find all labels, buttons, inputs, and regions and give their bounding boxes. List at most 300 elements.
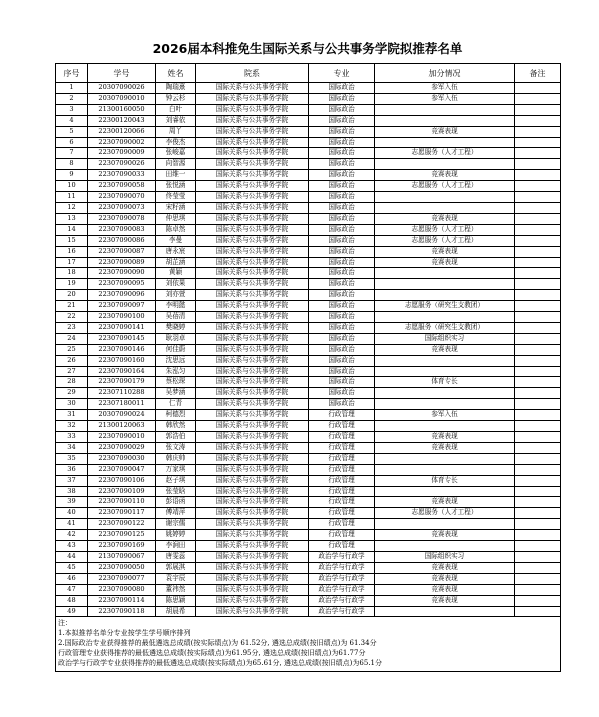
bonus-cell: 竞赛表现 xyxy=(375,573,515,584)
college-cell: 国际关系与公共事务学院 xyxy=(196,159,309,170)
remark-cell xyxy=(515,399,561,410)
major-cell: 国际政治 xyxy=(309,126,375,137)
table-row xyxy=(56,399,561,410)
remark-cell xyxy=(515,541,561,552)
major-cell: 国际政治 xyxy=(309,181,375,192)
college-cell: 国际关系与公共事务学院 xyxy=(196,453,309,464)
college-cell: 国际关系与公共事务学院 xyxy=(196,464,309,475)
table-row xyxy=(56,377,561,388)
table-row xyxy=(56,137,561,148)
name-cell: 耿羽卓 xyxy=(156,333,196,344)
college-cell: 国际关系与公共事务学院 xyxy=(196,224,309,235)
seq-cell: 39 xyxy=(56,497,88,508)
table-row xyxy=(56,573,561,584)
candidate-table xyxy=(55,63,561,672)
bonus-cell: 国际组织实习 xyxy=(375,551,515,562)
bonus-cell: 竞赛表现 xyxy=(375,562,515,573)
remark-cell xyxy=(515,551,561,562)
student-id-cell: 22300120066 xyxy=(88,126,156,137)
major-cell: 国际政治 xyxy=(309,159,375,170)
remark-cell xyxy=(515,301,561,312)
major-cell: 行政管理 xyxy=(309,442,375,453)
remark-cell xyxy=(515,453,561,464)
name-cell: 傅靖萍 xyxy=(156,508,196,519)
name-cell: 董祎然 xyxy=(156,584,196,595)
seq-cell: 23 xyxy=(56,322,88,333)
college-cell: 国际关系与公共事务学院 xyxy=(196,432,309,443)
major-cell: 国际政治 xyxy=(309,192,375,203)
major-cell: 国际政治 xyxy=(309,290,375,301)
college-cell: 国际关系与公共事务学院 xyxy=(196,192,309,203)
remark-cell xyxy=(515,246,561,257)
table-row xyxy=(56,344,561,355)
table-row xyxy=(56,104,561,115)
remark-cell xyxy=(515,519,561,530)
college-cell: 国际关系与公共事务学院 xyxy=(196,279,309,290)
table-row xyxy=(56,584,561,595)
college-cell: 国际关系与公共事务学院 xyxy=(196,83,309,94)
college-cell: 国际关系与公共事务学院 xyxy=(196,170,309,181)
seq-cell: 11 xyxy=(56,192,88,203)
table-row xyxy=(56,519,561,530)
bonus-cell xyxy=(375,290,515,301)
bonus-cell: 竞赛表现 xyxy=(375,442,515,453)
major-cell: 行政管理 xyxy=(309,508,375,519)
table-row xyxy=(56,453,561,464)
table-row xyxy=(56,181,561,192)
table-row xyxy=(56,279,561,290)
name-cell: 郭浩伯 xyxy=(156,432,196,443)
remark-cell xyxy=(515,202,561,213)
major-cell: 行政管理 xyxy=(309,432,375,443)
student-id-cell: 22307090090 xyxy=(88,268,156,279)
major-cell: 国际政治 xyxy=(309,93,375,104)
name-cell: 朱泓匀 xyxy=(156,366,196,377)
table-row xyxy=(56,301,561,312)
table-row xyxy=(56,595,561,606)
remark-cell xyxy=(515,344,561,355)
name-cell: 仲思琪 xyxy=(156,213,196,224)
name-cell: 胡芷涵 xyxy=(156,257,196,268)
name-cell: 李明懿 xyxy=(156,301,196,312)
major-cell: 国际政治 xyxy=(309,333,375,344)
seq-cell: 29 xyxy=(56,388,88,399)
major-cell: 国际政治 xyxy=(309,344,375,355)
major-cell: 国际政治 xyxy=(309,202,375,213)
major-cell: 政治学与行政学 xyxy=(309,551,375,562)
student-id-cell: 22307090146 xyxy=(88,344,156,355)
bonus-cell xyxy=(375,279,515,290)
college-cell: 国际关系与公共事务学院 xyxy=(196,486,309,497)
student-id-cell: 21307090067 xyxy=(88,551,156,562)
seq-cell: 49 xyxy=(56,606,88,617)
remark-cell xyxy=(515,432,561,443)
name-cell: 沈思远 xyxy=(156,355,196,366)
note-2: 2.国际政治专业获得推荐的最低遴选总成绩(按实际绩点)为 61.52分, 遴选总成绩(按旧绩点)为 61.34分 xyxy=(58,639,377,648)
student-id-cell: 22307090077 xyxy=(88,573,156,584)
major-cell: 政治学与行政学 xyxy=(309,573,375,584)
table-row xyxy=(56,366,561,377)
student-id-cell: 22307090029 xyxy=(88,442,156,453)
bonus-cell: 国际组织实习 xyxy=(375,333,515,344)
remark-cell xyxy=(515,268,561,279)
college-cell: 国际关系与公共事务学院 xyxy=(196,421,309,432)
note-4: 政治学与行政学专业获得推荐的最低遴选总成绩(按实际绩点)为65.61分, 遴选总成绩(按旧绩点)为65.1分 xyxy=(58,659,382,668)
student-id-cell: 22307090097 xyxy=(88,301,156,312)
table-row xyxy=(56,83,561,94)
major-cell: 国际政治 xyxy=(309,246,375,257)
table-row xyxy=(56,562,561,573)
name-cell: 万家琪 xyxy=(156,464,196,475)
seq-cell: 46 xyxy=(56,573,88,584)
notes-cell xyxy=(56,617,561,672)
table-row xyxy=(56,312,561,323)
student-id-cell: 22307090070 xyxy=(88,192,156,203)
name-cell: 陶瑞熹 xyxy=(156,83,196,94)
seq-cell: 35 xyxy=(56,453,88,464)
major-cell: 政治学与行政学 xyxy=(309,584,375,595)
student-id-cell: 22307090114 xyxy=(88,595,156,606)
bonus-cell xyxy=(375,464,515,475)
student-id-cell: 22307090118 xyxy=(88,606,156,617)
seq-cell: 13 xyxy=(56,213,88,224)
table-row xyxy=(56,464,561,475)
student-id-cell: 22307090125 xyxy=(88,530,156,541)
bonus-cell: 竞赛表现 xyxy=(375,432,515,443)
table-row xyxy=(56,421,561,432)
bonus-cell xyxy=(375,159,515,170)
college-cell: 国际关系与公共事务学院 xyxy=(196,377,309,388)
seq-cell: 2 xyxy=(56,93,88,104)
remark-cell xyxy=(515,410,561,421)
name-cell: 韩欣然 xyxy=(156,421,196,432)
major-cell: 政治学与行政学 xyxy=(309,606,375,617)
table-row xyxy=(56,170,561,181)
name-cell: 樊晓婷 xyxy=(156,322,196,333)
student-id-cell: 22307110288 xyxy=(88,388,156,399)
student-id-cell: 22307090030 xyxy=(88,453,156,464)
seq-cell: 17 xyxy=(56,257,88,268)
major-cell: 国际政治 xyxy=(309,148,375,159)
seq-cell: 27 xyxy=(56,366,88,377)
table-row xyxy=(56,355,561,366)
college-cell: 国际关系与公共事务学院 xyxy=(196,497,309,508)
name-cell: 佟莹莹 xyxy=(156,192,196,203)
remark-cell xyxy=(515,235,561,246)
name-cell: 刘亦萱 xyxy=(156,290,196,301)
table-row xyxy=(56,290,561,301)
remark-cell xyxy=(515,224,561,235)
major-cell: 国际政治 xyxy=(309,366,375,377)
remark-cell xyxy=(515,148,561,159)
seq-cell: 26 xyxy=(56,355,88,366)
student-id-cell: 22307090089 xyxy=(88,257,156,268)
table-row xyxy=(56,410,561,421)
name-cell: 李涧田 xyxy=(156,541,196,552)
major-cell: 国际政治 xyxy=(309,268,375,279)
remark-cell xyxy=(515,159,561,170)
remark-cell xyxy=(515,115,561,126)
seq-cell: 33 xyxy=(56,432,88,443)
name-cell: 何佳蔚 xyxy=(156,344,196,355)
name-cell: 唐雯蕊 xyxy=(156,551,196,562)
student-id-cell: 20307090010 xyxy=(88,93,156,104)
remark-cell xyxy=(515,355,561,366)
college-cell: 国际关系与公共事务学院 xyxy=(196,508,309,519)
seq-cell: 22 xyxy=(56,312,88,323)
table-row xyxy=(56,333,561,344)
college-cell: 国际关系与公共事务学院 xyxy=(196,410,309,421)
remark-cell xyxy=(515,290,561,301)
bonus-cell xyxy=(375,606,515,617)
college-cell: 国际关系与公共事务学院 xyxy=(196,257,309,268)
seq-cell: 40 xyxy=(56,508,88,519)
major-cell: 国际政治 xyxy=(309,224,375,235)
name-cell: 吴梦涵 xyxy=(156,388,196,399)
major-cell: 国际政治 xyxy=(309,322,375,333)
college-cell: 国际关系与公共事务学院 xyxy=(196,388,309,399)
name-cell: 仁青 xyxy=(156,399,196,410)
bonus-cell: 竞赛表现 xyxy=(375,497,515,508)
major-cell: 国际政治 xyxy=(309,301,375,312)
major-cell: 政治学与行政学 xyxy=(309,562,375,573)
table-row xyxy=(56,541,561,552)
seq-cell: 41 xyxy=(56,519,88,530)
seq-cell: 15 xyxy=(56,235,88,246)
seq-cell: 7 xyxy=(56,148,88,159)
name-cell: 胡晨希 xyxy=(156,606,196,617)
remark-cell xyxy=(515,606,561,617)
name-cell: 黄颖 xyxy=(156,268,196,279)
seq-cell: 10 xyxy=(56,181,88,192)
college-cell: 国际关系与公共事务学院 xyxy=(196,104,309,115)
table-row xyxy=(56,551,561,562)
seq-cell: 21 xyxy=(56,301,88,312)
student-id-cell: 22307090087 xyxy=(88,246,156,257)
name-cell: 张文涛 xyxy=(156,442,196,453)
bonus-cell xyxy=(375,104,515,115)
student-id-cell: 21300120063 xyxy=(88,421,156,432)
bonus-cell: 竞赛表现 xyxy=(375,344,515,355)
student-id-cell: 22307090058 xyxy=(88,181,156,192)
name-cell: 郭展淇 xyxy=(156,562,196,573)
bonus-cell: 竞赛表现 xyxy=(375,584,515,595)
document xyxy=(55,35,560,672)
table-row xyxy=(56,606,561,617)
major-cell: 政治学与行政学 xyxy=(309,595,375,606)
name-cell: 姚婷婷 xyxy=(156,530,196,541)
table-row xyxy=(56,202,561,213)
bonus-cell xyxy=(375,355,515,366)
major-cell: 国际政治 xyxy=(309,279,375,290)
college-cell: 国际关系与公共事务学院 xyxy=(196,312,309,323)
major-cell: 行政管理 xyxy=(309,497,375,508)
student-id-cell: 22307090050 xyxy=(88,562,156,573)
bonus-cell: 参军入伍 xyxy=(375,83,515,94)
table-row xyxy=(56,268,561,279)
college-cell: 国际关系与公共事务学院 xyxy=(196,595,309,606)
bonus-cell xyxy=(375,541,515,552)
table-row xyxy=(56,159,561,170)
college-cell: 国际关系与公共事务学院 xyxy=(196,181,309,192)
seq-cell: 25 xyxy=(56,344,88,355)
student-id-cell: 22307090106 xyxy=(88,475,156,486)
bonus-cell: 志愿服务（人才工程） xyxy=(375,508,515,519)
table-body xyxy=(56,83,561,617)
table-row xyxy=(56,432,561,443)
seq-cell: 30 xyxy=(56,399,88,410)
seq-cell: 32 xyxy=(56,421,88,432)
bonus-cell xyxy=(375,388,515,399)
name-cell: 张莹晗 xyxy=(156,486,196,497)
bonus-cell: 竞赛表现 xyxy=(375,246,515,257)
remark-cell xyxy=(515,388,561,399)
remark-cell xyxy=(515,333,561,344)
college-cell: 国际关系与公共事务学院 xyxy=(196,268,309,279)
student-id-cell: 22307090073 xyxy=(88,202,156,213)
remark-cell xyxy=(515,312,561,323)
seq-cell: 12 xyxy=(56,202,88,213)
remark-cell xyxy=(515,137,561,148)
college-cell: 国际关系与公共事务学院 xyxy=(196,573,309,584)
major-cell: 国际政治 xyxy=(309,399,375,410)
bonus-cell: 竞赛表现 xyxy=(375,595,515,606)
major-cell: 行政管理 xyxy=(309,475,375,486)
college-cell: 国际关系与公共事务学院 xyxy=(196,126,309,137)
student-id-cell: 22307180011 xyxy=(88,399,156,410)
major-cell: 国际政治 xyxy=(309,104,375,115)
student-id-cell: 22307090117 xyxy=(88,508,156,519)
major-cell: 国际政治 xyxy=(309,235,375,246)
student-id-cell: 22307090145 xyxy=(88,333,156,344)
remark-cell xyxy=(515,464,561,475)
seq-cell: 1 xyxy=(56,83,88,94)
major-cell: 国际政治 xyxy=(309,388,375,399)
remark-cell xyxy=(515,584,561,595)
seq-cell: 20 xyxy=(56,290,88,301)
seq-cell: 31 xyxy=(56,410,88,421)
name-cell: 李俊杰 xyxy=(156,137,196,148)
student-id-cell: 20307090026 xyxy=(88,83,156,94)
college-cell: 国际关系与公共事务学院 xyxy=(196,333,309,344)
name-cell: 唐永宸 xyxy=(156,246,196,257)
college-cell: 国际关系与公共事务学院 xyxy=(196,322,309,333)
name-cell: 陈思颖 xyxy=(156,595,196,606)
college-cell: 国际关系与公共事务学院 xyxy=(196,399,309,410)
table-row xyxy=(56,530,561,541)
major-cell: 国际政治 xyxy=(309,115,375,126)
remark-cell xyxy=(515,93,561,104)
college-cell: 国际关系与公共事务学院 xyxy=(196,213,309,224)
remark-cell xyxy=(515,170,561,181)
bonus-cell: 志愿服务（研究生支教团） xyxy=(375,301,515,312)
major-cell: 国际政治 xyxy=(309,377,375,388)
table-row xyxy=(56,388,561,399)
student-id-cell: 22307090026 xyxy=(88,159,156,170)
remark-cell xyxy=(515,508,561,519)
header-bonus: 加分情况 xyxy=(375,64,515,83)
seq-cell: 14 xyxy=(56,224,88,235)
bonus-cell: 竞赛表现 xyxy=(375,126,515,137)
student-id-cell: 22307090100 xyxy=(88,312,156,323)
seq-cell: 28 xyxy=(56,377,88,388)
student-id-cell: 22307090096 xyxy=(88,290,156,301)
remark-cell xyxy=(515,475,561,486)
college-cell: 国际关系与公共事务学院 xyxy=(196,115,309,126)
seq-cell: 18 xyxy=(56,268,88,279)
remark-cell xyxy=(515,497,561,508)
name-cell: 宋籽涵 xyxy=(156,202,196,213)
student-id-cell: 22307090080 xyxy=(88,584,156,595)
header-remark: 备注 xyxy=(515,64,561,83)
college-cell: 国际关系与公共事务学院 xyxy=(196,344,309,355)
seq-cell: 24 xyxy=(56,333,88,344)
bonus-cell: 志愿服务（研究生支教团） xyxy=(375,322,515,333)
bonus-cell xyxy=(375,399,515,410)
name-cell: 刘依果 xyxy=(156,279,196,290)
bonus-cell xyxy=(375,192,515,203)
bonus-cell xyxy=(375,366,515,377)
seq-cell: 4 xyxy=(56,115,88,126)
remark-cell xyxy=(515,257,561,268)
bonus-cell xyxy=(375,115,515,126)
remark-cell xyxy=(515,562,561,573)
name-cell: 白叶 xyxy=(156,104,196,115)
major-cell: 行政管理 xyxy=(309,453,375,464)
bonus-cell: 体育专长 xyxy=(375,475,515,486)
student-id-cell: 22307090169 xyxy=(88,541,156,552)
student-id-cell: 22307090095 xyxy=(88,279,156,290)
college-cell: 国际关系与公共事务学院 xyxy=(196,202,309,213)
seq-cell: 6 xyxy=(56,137,88,148)
remark-cell xyxy=(515,366,561,377)
bonus-cell: 志愿服务（人才工程） xyxy=(375,235,515,246)
table-row xyxy=(56,246,561,257)
header-college: 院系 xyxy=(196,64,309,83)
name-cell: 蔡松琛 xyxy=(156,377,196,388)
remark-cell xyxy=(515,377,561,388)
seq-cell: 8 xyxy=(56,159,88,170)
seq-cell: 42 xyxy=(56,530,88,541)
student-id-cell: 22300120043 xyxy=(88,115,156,126)
college-cell: 国际关系与公共事务学院 xyxy=(196,290,309,301)
header-student-id: 学号 xyxy=(88,64,156,83)
remark-cell xyxy=(515,181,561,192)
note-3: 行政管理专业获得推荐的最低遴选总成绩(按实际绩点)为61.95分, 遴选总成绩(按旧绩点)为61.77分 xyxy=(58,649,366,658)
remark-cell xyxy=(515,573,561,584)
table-row xyxy=(56,442,561,453)
student-id-cell: 22307090010 xyxy=(88,432,156,443)
name-cell: 李曼 xyxy=(156,235,196,246)
name-cell: 袁宇辰 xyxy=(156,573,196,584)
bonus-cell: 志愿服务（人才工程） xyxy=(375,224,515,235)
header-row xyxy=(56,64,561,83)
remark-cell xyxy=(515,322,561,333)
notes-row xyxy=(56,617,561,672)
student-id-cell: 22307090033 xyxy=(88,170,156,181)
college-cell: 国际关系与公共事务学院 xyxy=(196,93,309,104)
name-cell: 赵子琪 xyxy=(156,475,196,486)
header-seq: 序号 xyxy=(56,64,88,83)
bonus-cell xyxy=(375,486,515,497)
seq-cell: 16 xyxy=(56,246,88,257)
college-cell: 国际关系与公共事务学院 xyxy=(196,530,309,541)
college-cell: 国际关系与公共事务学院 xyxy=(196,137,309,148)
table-row xyxy=(56,508,561,519)
note-1: 1.本拟推荐名单分专业按学生学号顺序排列 xyxy=(58,629,191,638)
college-cell: 国际关系与公共事务学院 xyxy=(196,519,309,530)
table-row xyxy=(56,148,561,159)
